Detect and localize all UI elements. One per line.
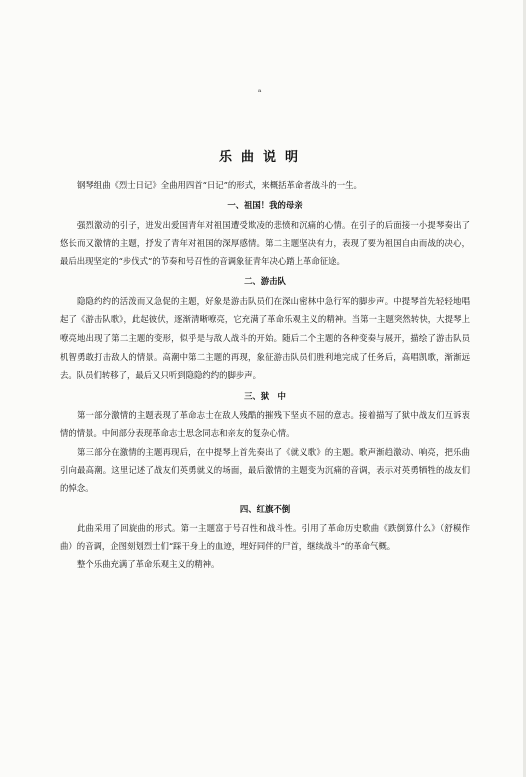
section-3-paragraph-1: 第一部分激情的主题表现了革命志士在敌人残酷的摧残下坚贞不屈的意志。接着描写了狱中战友们互诉衷情的情景。中间部分表现革命志士思念同志和亲友的复杂心情。 [60,410,470,439]
document-body [60,176,470,574]
section-heading-3: 三、狱 中 [244,390,286,401]
section-3-paragraph-2: 第三部分在激情的主题再现后，在中提琴上首先奏出了《就义歌》的主题。歌声渐趋激动、响亮，把乐曲引向最高潮。这里记述了战友们英勇就义的场面，最后激情的主题变为沉痛的音调，表示对英勇牺牲的战友们的悼念。 [60,446,470,494]
section-heading-2: 二、游击队 [244,276,286,287]
section-heading-4: 四、红旗不倒 [239,503,291,514]
intro-paragraph: 钢琴组曲《烈士日记》全曲用四首“日记”的形式，来概括革命者战斗的一生。 [77,180,362,190]
page-mark: ᵃ [258,88,262,98]
section-heading-1: 一、祖国！我的母亲 [227,200,303,211]
section-2-paragraph-1: 隐隐约约的活泼而又急促的主题，好象是游击队员们在深山密林中急行军的脚步声。中提琴首先轻轻地唱起了《游击队歌》，此起彼伏，逐渐清晰嘹亮，它充满了革命乐观主义的精神。当第一主题突然转快，大提琴上嘹亮地出现了第二主题的变形，似乎是与敌人战斗的开始。随后二个主题的各种变奏与展开，描绘了游击队员机智勇敢打击敌人的情景。高潮中第二主题的再现，象征游击队员们胜利地完成了任务后，高唱凯歌，渐渐远去。队员们转移了，最后又只听到隐隐约约的脚步声。 [60,295,470,381]
page-title: 乐曲说明 [218,150,307,165]
section-4-paragraph-2: 整个乐曲充满了革命乐观主义的精神。 [77,559,220,570]
section-4-paragraph-1: 此曲采用了回旋曲的形式。第一主题富于号召性和战斗性。引用了革命历史歌曲《跌倒算什么》（舒模作曲）的音调，企图刻划烈士们“踩干身上的血迹，埋好同伴的尸首，继续战斗”的革命气概。 [60,522,470,552]
section-1-paragraph-1: 强烈激动的引子，迸发出爱国青年对祖国遭受欺凌的悲愤和沉痛的心情。在引子的后面接一小提琴奏出了悠长而又激情的主题，抒发了青年对祖国的深厚感情。第二主题坚决有力，表现了要为祖国自由而战的决心，最后出现坚定的“步伐式”的节奏和号召性的音调象征青年决心踏上革命征途。 [60,219,470,267]
